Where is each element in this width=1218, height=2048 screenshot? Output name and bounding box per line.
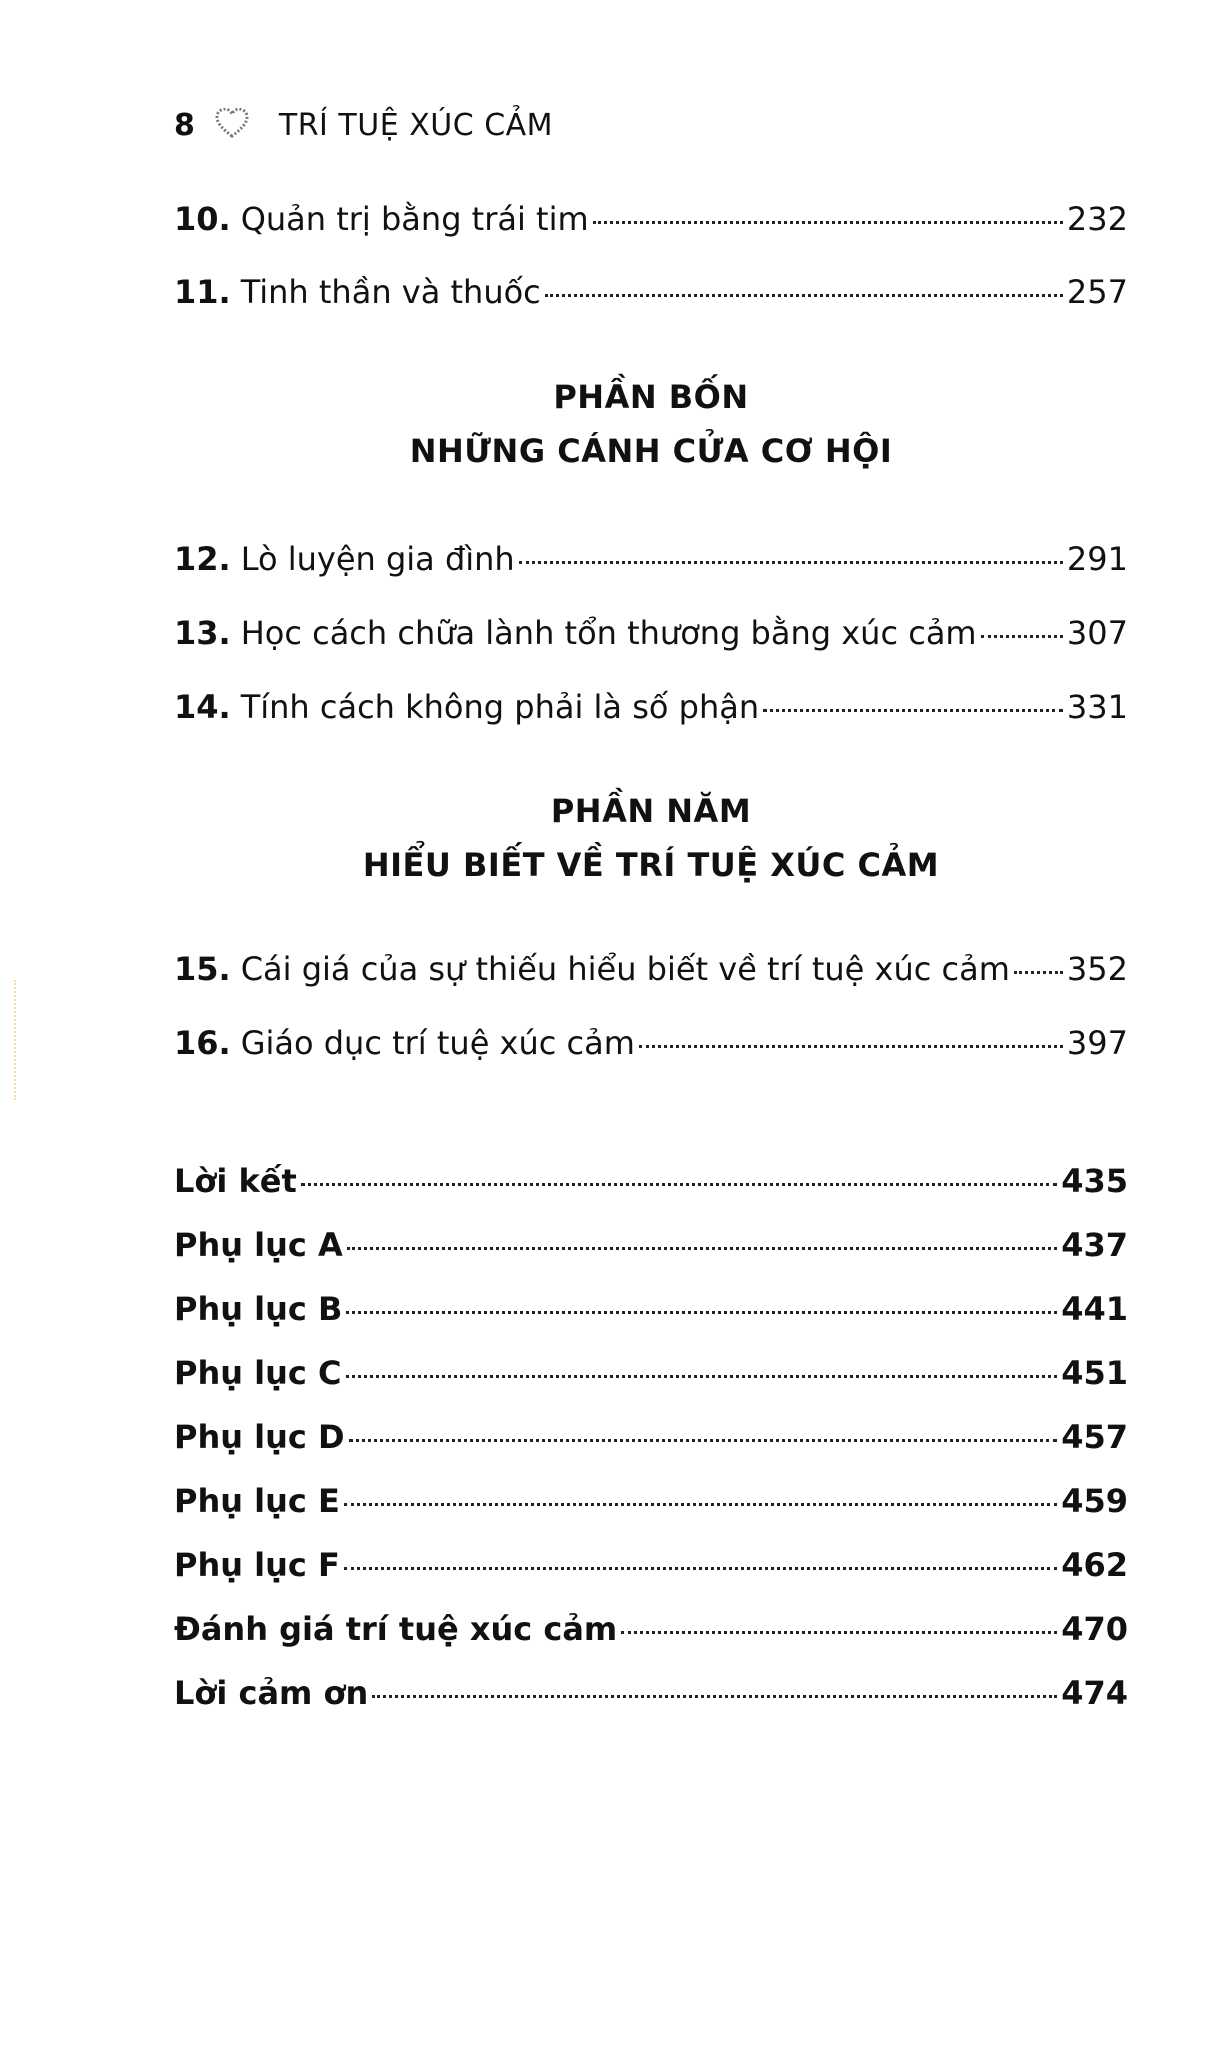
entry-title: Phụ lục F <box>174 1546 340 1584</box>
part-title: NHỮNG CÁNH CỬA CƠ HỘI <box>409 432 893 470</box>
heart-icon <box>215 108 249 142</box>
entry-title: Phụ lục A <box>174 1226 343 1264</box>
page-ref: 474 <box>1061 1674 1128 1712</box>
toc-entry-backmatter[interactable] <box>174 1546 1128 1584</box>
dot-leader <box>346 1375 1058 1378</box>
page-ref: 397 <box>1066 1024 1128 1062</box>
chapter-title: Học cách chữa lành tổn thương bằng xúc cảm <box>240 614 977 652</box>
page-edge-mark <box>0 980 16 1100</box>
page-ref: 352 <box>1066 950 1128 988</box>
page-ref: 451 <box>1061 1354 1128 1392</box>
dot-leader <box>621 1631 1057 1634</box>
page-ref: 257 <box>1066 273 1128 311</box>
page-number: 8 <box>174 107 195 143</box>
dot-leader <box>346 1311 1057 1314</box>
page-ref: 459 <box>1061 1482 1128 1520</box>
page-ref: 435 <box>1061 1162 1128 1200</box>
dot-leader <box>301 1183 1057 1186</box>
toc-entry-backmatter[interactable] <box>174 1290 1128 1328</box>
dot-leader <box>344 1567 1057 1570</box>
dot-leader <box>349 1439 1058 1442</box>
toc-entry-backmatter[interactable] <box>174 1482 1128 1520</box>
page-ref: 307 <box>1066 614 1128 652</box>
entry-title: Phụ lục D <box>174 1418 345 1456</box>
dot-leader <box>639 1045 1063 1048</box>
toc-entry[interactable] <box>174 540 1128 578</box>
page-ref: 470 <box>1061 1610 1128 1648</box>
page-ref: 457 <box>1061 1418 1128 1456</box>
entry-title: Lời kết <box>174 1162 297 1200</box>
running-header <box>174 100 553 150</box>
page-ref: 437 <box>1061 1226 1128 1264</box>
page-ref: 232 <box>1066 200 1128 238</box>
entry-title: Lời cảm ơn <box>174 1674 369 1712</box>
toc-entry[interactable] <box>174 688 1128 726</box>
dot-leader <box>1014 971 1063 974</box>
chapter-title: Tinh thần và thuốc <box>240 273 541 311</box>
toc-entry-backmatter[interactable] <box>174 1162 1128 1200</box>
dot-leader <box>372 1695 1057 1698</box>
chapter-number: 12. <box>174 540 231 578</box>
part-label: PHẦN BỐN <box>553 378 749 416</box>
dot-leader <box>344 1503 1057 1506</box>
dot-leader <box>347 1247 1057 1250</box>
chapter-title: Quản trị bằng trái tim <box>240 200 589 238</box>
chapter-number: 11. <box>174 273 231 311</box>
chapter-title: Cái giá của sự thiếu hiểu biết về trí tuệ xúc cảm <box>240 950 1010 988</box>
part-label: PHẦN NĂM <box>550 792 752 830</box>
dot-leader <box>763 709 1063 712</box>
chapter-number: 10. <box>174 200 231 238</box>
page-ref: 441 <box>1061 1290 1128 1328</box>
toc-entry[interactable] <box>174 614 1128 652</box>
toc-entry-backmatter[interactable] <box>174 1674 1128 1712</box>
toc-entry-backmatter[interactable] <box>174 1610 1128 1648</box>
toc-entry-backmatter[interactable] <box>174 1226 1128 1264</box>
chapter-number: 13. <box>174 614 231 652</box>
dot-leader <box>519 561 1063 564</box>
toc-entry[interactable] <box>174 200 1128 238</box>
dot-leader <box>545 294 1063 297</box>
entry-title: Đánh giá trí tuệ xúc cảm <box>174 1610 618 1648</box>
chapter-number: 14. <box>174 688 231 726</box>
page-ref: 291 <box>1066 540 1128 578</box>
entry-title: Phụ lục B <box>174 1290 343 1328</box>
chapter-number: 15. <box>174 950 231 988</box>
chapter-number: 16. <box>174 1024 231 1062</box>
toc-entry[interactable] <box>174 273 1128 311</box>
entry-title: Phụ lục E <box>174 1482 340 1520</box>
page-ref: 462 <box>1061 1546 1128 1584</box>
toc-entry[interactable] <box>174 950 1128 988</box>
chapter-title: Lò luyện gia đình <box>240 540 515 578</box>
toc-entry-backmatter[interactable] <box>174 1354 1128 1392</box>
part-title: HIỂU BIẾT VỀ TRÍ TUỆ XÚC CẢM <box>362 846 940 884</box>
page-ref: 331 <box>1066 688 1128 726</box>
toc-entry[interactable] <box>174 1024 1128 1062</box>
chapter-title: Tính cách không phải là số phận <box>240 688 760 726</box>
toc-entry-backmatter[interactable] <box>174 1418 1128 1456</box>
book-title: TRÍ TUỆ XÚC CẢM <box>278 107 554 143</box>
dot-leader <box>981 635 1063 638</box>
chapter-title: Giáo dục trí tuệ xúc cảm <box>240 1024 635 1062</box>
entry-title: Phụ lục C <box>174 1354 342 1392</box>
dot-leader <box>593 221 1063 224</box>
